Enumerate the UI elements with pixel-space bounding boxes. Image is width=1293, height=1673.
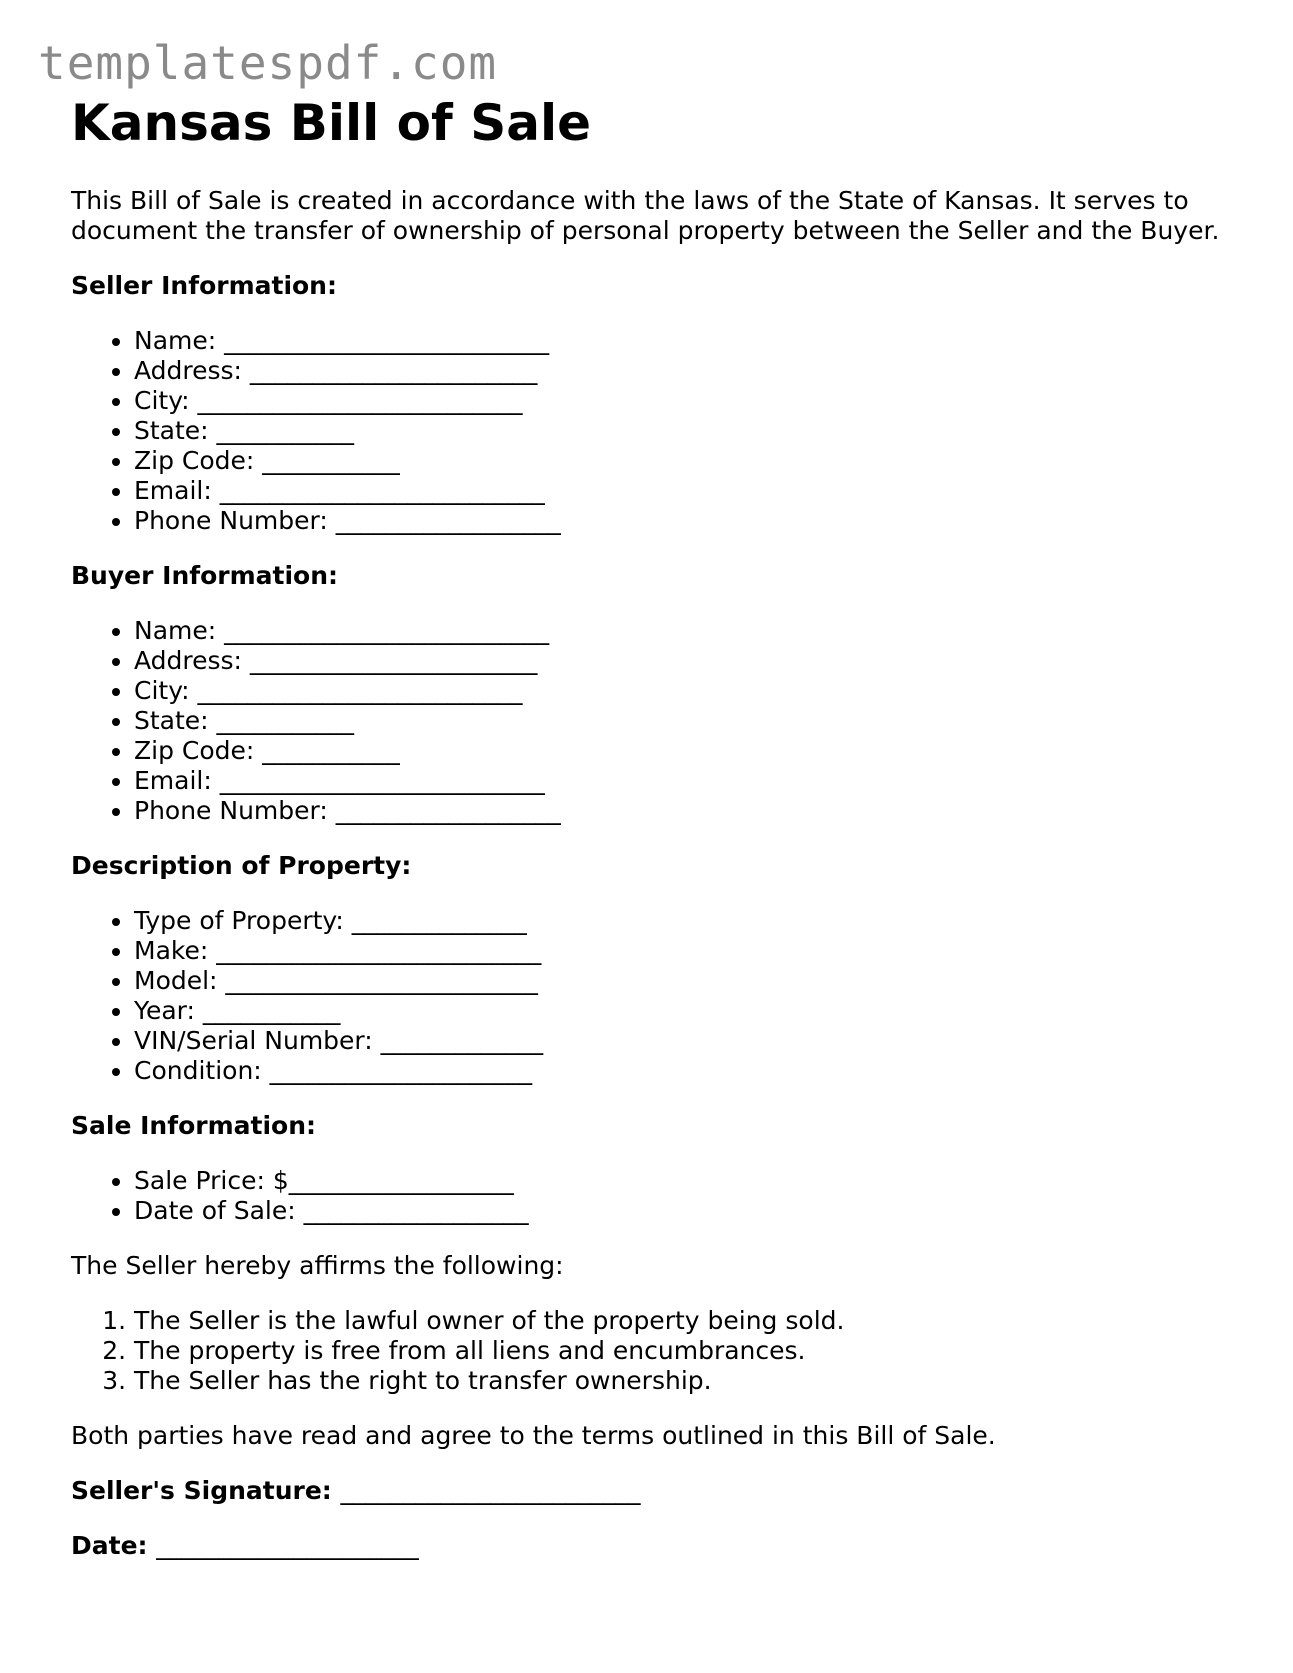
document-title: Kansas Bill of Sale [71, 94, 591, 152]
seller-signature-label: Seller's Signature: [71, 1476, 341, 1505]
affirmation-item: 3. The Seller has the right to transfer ownership. [134, 1366, 1221, 1396]
seller-phone-field[interactable]: • Phone Number: __________________ [134, 506, 1221, 536]
intro-paragraph: This Bill of Sale is created in accordance with the laws of the State of Kansas. It serves to document the transfer of ownership of personal property between the Seller and the Buyer. [71, 186, 1220, 245]
sale-price-field[interactable]: • Sale Price: $__________________ [134, 1166, 1221, 1196]
affirmation-intro: The Seller hereby affirms the following: [71, 1251, 564, 1280]
buyer-email-field[interactable]: • Email: __________________________ [134, 766, 1221, 796]
sale-section-heading: Sale Information: [71, 1111, 316, 1140]
seller-email-field[interactable]: • Email: __________________________ [134, 476, 1221, 506]
seller-name-field[interactable]: • Name: __________________________ [134, 326, 1221, 356]
property-section-heading: Description of Property: [71, 851, 412, 880]
property-vin-field[interactable]: • VIN/Serial Number: _____________ [134, 1026, 1221, 1056]
sale-field-list [71, 1166, 1221, 1226]
property-field-list [71, 906, 1221, 1086]
signature-date-line[interactable]: _____________________ [156, 1531, 419, 1560]
seller-field-list [71, 326, 1221, 536]
buyer-name-field[interactable]: • Name: __________________________ [134, 616, 1221, 646]
seller-signature-row [71, 1476, 1221, 1506]
buyer-address-field[interactable]: • Address: _______________________ [134, 646, 1221, 676]
property-condition-field[interactable]: • Condition: _____________________ [134, 1056, 1221, 1086]
sale-date-field[interactable]: • Date of Sale: __________________ [134, 1196, 1221, 1226]
affirmation-item: 1. The Seller is the lawful owner of the property being sold. [134, 1306, 1221, 1336]
seller-address-field[interactable]: • Address: _______________________ [134, 356, 1221, 386]
buyer-zip-field[interactable]: • Zip Code: ___________ [134, 736, 1221, 766]
buyer-city-field[interactable]: • City: __________________________ [134, 676, 1221, 706]
seller-signature-line[interactable]: ________________________ [340, 1476, 641, 1505]
affirmation-item: 2. The property is free from all liens and encumbrances. [134, 1336, 1221, 1366]
affirmation-list [71, 1306, 1221, 1396]
seller-section-heading: Seller Information: [71, 271, 337, 300]
property-year-field[interactable]: • Year: ___________ [134, 996, 1221, 1026]
seller-city-field[interactable]: • City: __________________________ [134, 386, 1221, 416]
property-model-field[interactable]: • Model: _________________________ [134, 966, 1221, 996]
property-type-field[interactable]: • Type of Property: ______________ [134, 906, 1221, 936]
signature-date-label: Date: [71, 1531, 157, 1560]
buyer-field-list [71, 616, 1221, 826]
property-make-field[interactable]: • Make: __________________________ [134, 936, 1221, 966]
seller-state-field[interactable]: • State: ___________ [134, 416, 1221, 446]
signature-date-row [71, 1531, 1221, 1561]
buyer-state-field[interactable]: • State: ___________ [134, 706, 1221, 736]
document-page [71, 88, 1221, 1561]
buyer-phone-field[interactable]: • Phone Number: __________________ [134, 796, 1221, 826]
seller-zip-field[interactable]: • Zip Code: ___________ [134, 446, 1221, 476]
buyer-section-heading: Buyer Information: [71, 561, 339, 590]
watermark: templatespdf.com [38, 36, 498, 90]
agreement-statement: Both parties have read and agree to the terms outlined in this Bill of Sale. [71, 1421, 996, 1450]
